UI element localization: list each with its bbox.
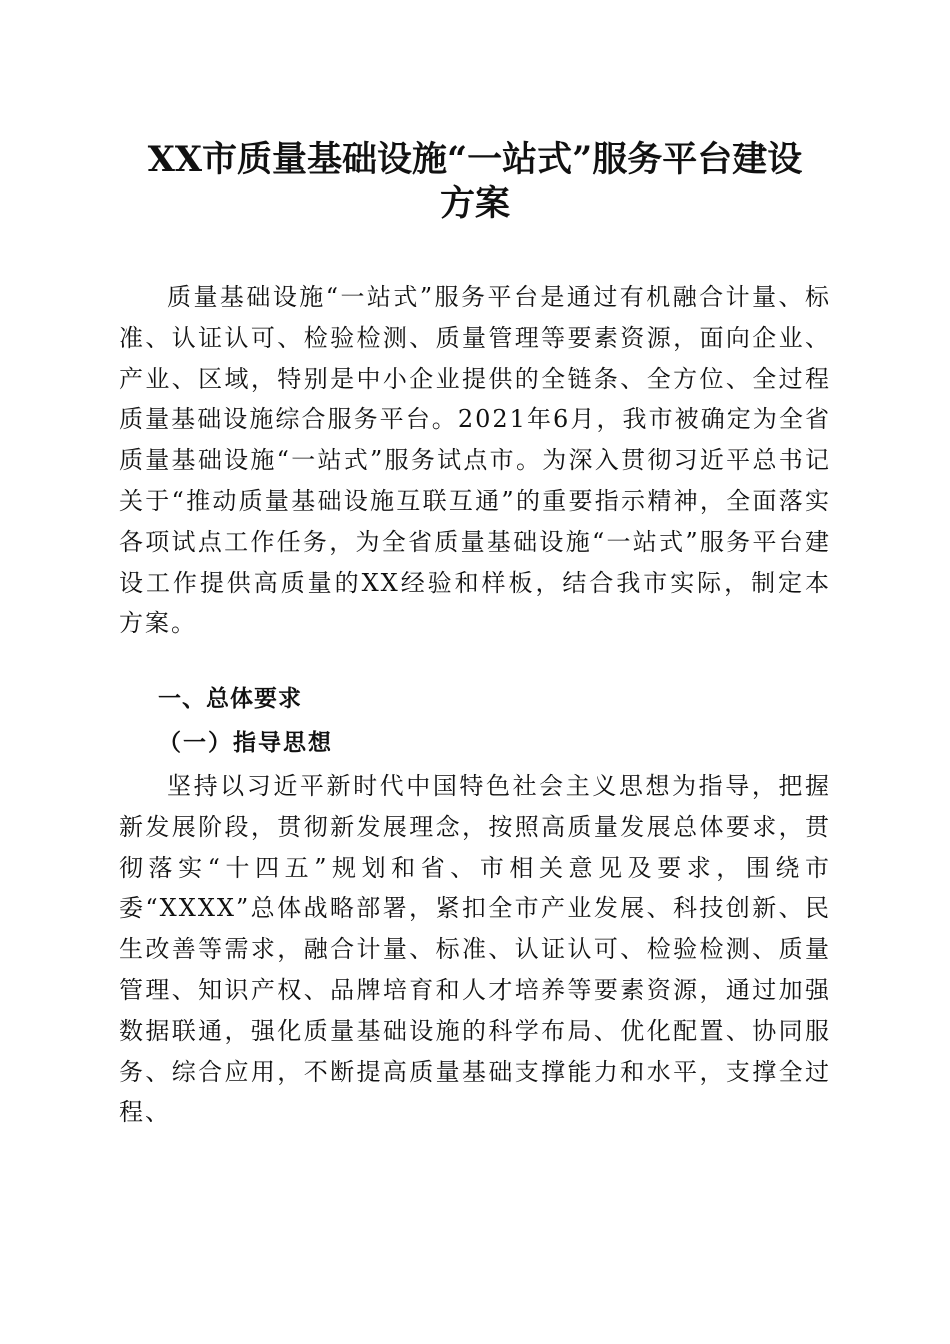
guiding-paragraph: 坚持以习近平新时代中国特色社会主义思想为指导，把握新发展阶段，贯彻新发展理念，按照高质量发展总体要求，贯彻落实“十四五”规划和省、市相关意见及要求，围绕市委“XXXX”总体战略部署，紧扣全市产业发展、科技创新、民生改善等需求，融合计量、标准、认证认可、检验检测、质量管理、知识产权、品牌培育和人才培养等要素资源，通过加强数据联通，强化质量基础设施的科学布局、优化配置、协同服务、综合应用，不断提高质量基础支撑能力和水平，支撑全过程、 <box>119 772 831 1127</box>
intro-paragraph: 质量基础设施“一站式”服务平台是通过有机融合计量、标准、认证认可、检验检测、质量管理等要素资源，面向企业、产业、区域，特别是中小企业提供的全链条、全方位、全过程质量基础设施综合服务平台。2021年6月，我市被确定为全省质量基础设施“一站式”服务试点市。为深入贯彻习近平总书记关于“推动质量基础设施互联互通”的重要指示精神，全面落实各项试点工作任务，为全省质量基础设施“一站式”服务平台建设工作提供高质量的XX经验和样板，结合我市实际，制定本方案。 <box>119 283 831 638</box>
document-title-line-2: 方案 <box>439 183 510 224</box>
document-title <box>100 138 850 226</box>
section-heading-overall-requirements: 一、总体要求 <box>158 686 302 712</box>
document-title-line-1: XX市质量基础设施“一站式”服务平台建设 <box>147 139 803 180</box>
subsection-heading-guiding-ideology: （一）指导思想 <box>158 729 333 756</box>
intro-section <box>119 277 831 644</box>
guiding-section <box>119 766 831 1133</box>
